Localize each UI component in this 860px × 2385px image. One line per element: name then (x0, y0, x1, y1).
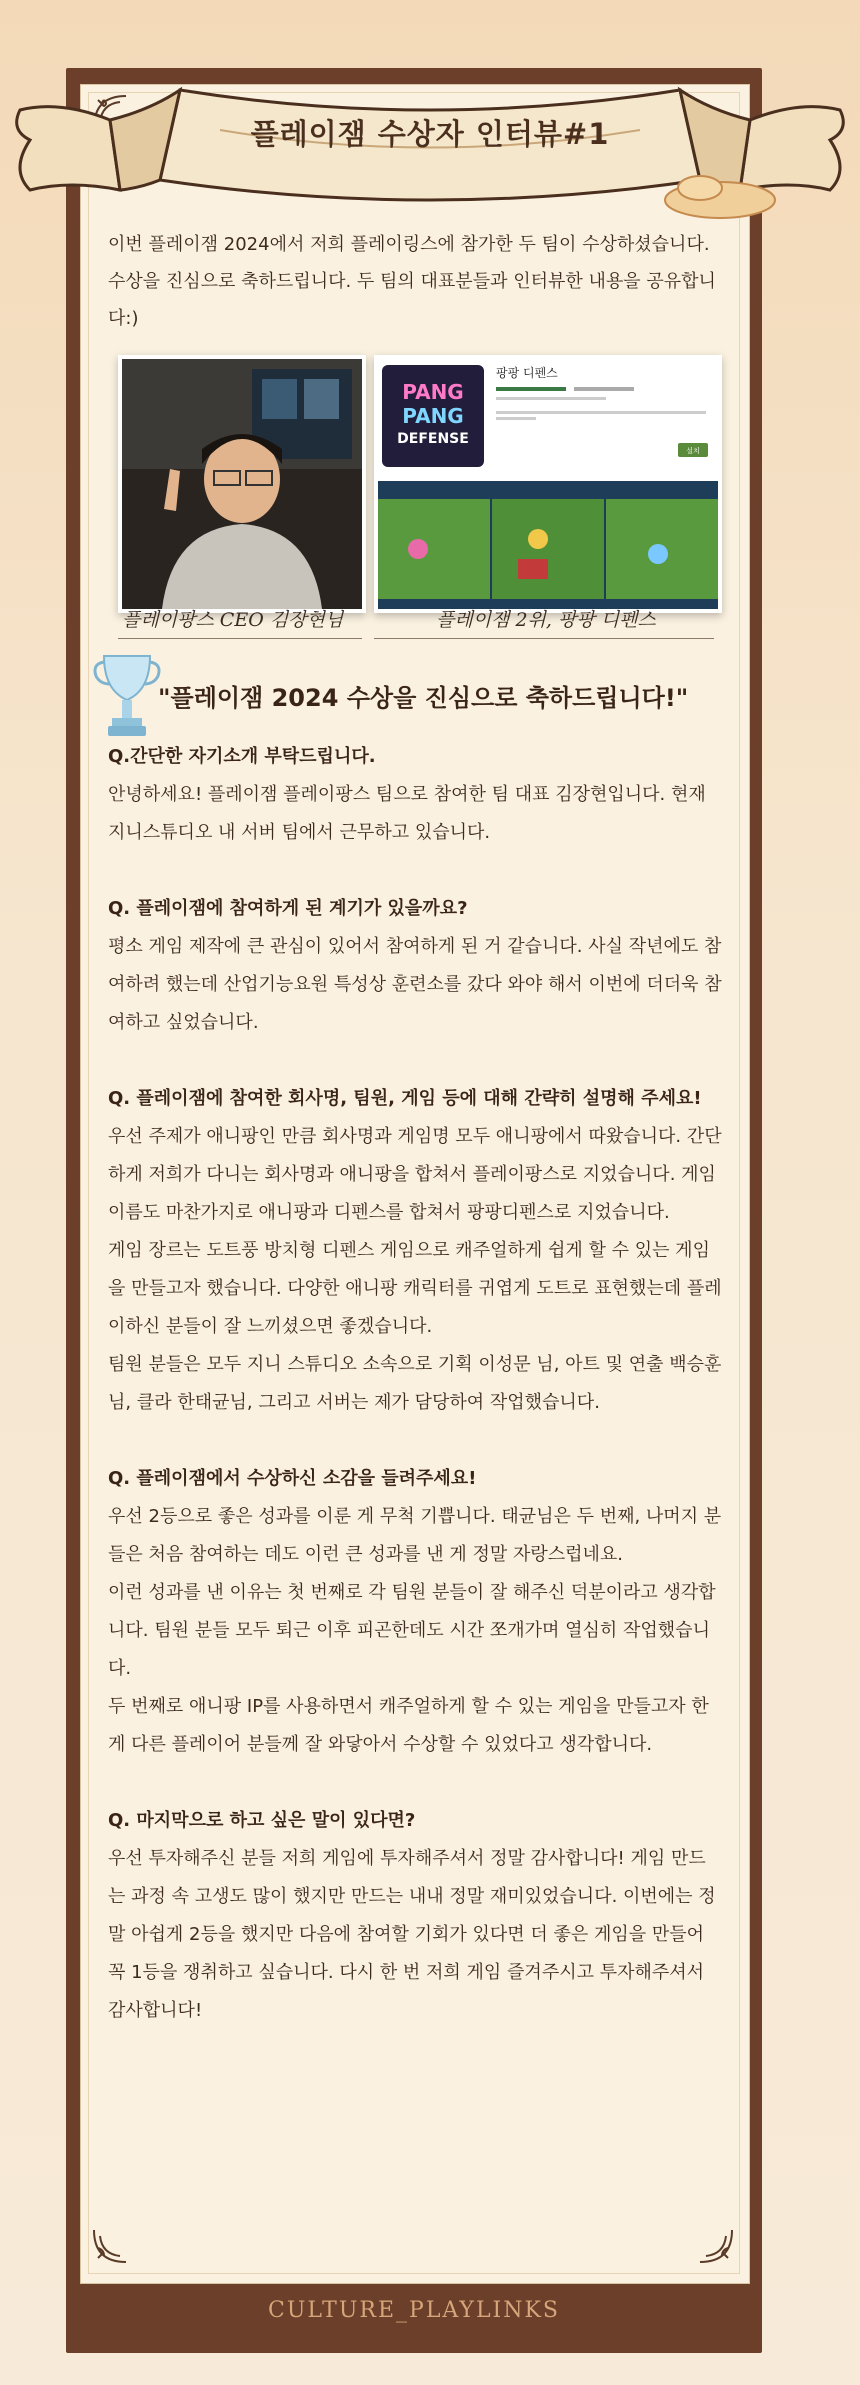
qa-block (108, 738, 722, 852)
logo-line-2: PANG (402, 404, 464, 428)
interview-body (108, 738, 722, 2030)
answer-paragraph: 안녕하세요! 플레이잼 플레이팡스 팀으로 참여한 팀 대표 김장현입니다. 현재 지니스튜디오 내 서버 팀에서 근무하고 있습니다. (108, 784, 706, 843)
question: Q. 플레이잼에 참여하게 된 계기가 있을까요? (108, 898, 468, 919)
install-button: 설치 (686, 447, 700, 455)
question: Q.간단한 자기소개 부탁드립니다. (108, 746, 376, 767)
answer-paragraph: 평소 게임 제작에 큰 관심이 있어서 참여하게 된 거 같습니다. 사실 작년에도 참여하려 했는데 산업기능요원 특성상 훈련소를 갔다 와야 해서 이번에 더더욱 참여하고 싶었습니다. (108, 936, 722, 1033)
question: Q. 플레이잼에서 수상하신 소감을 들려주세요! (108, 1468, 477, 1489)
answer-paragraph: 이런 성과를 낸 이유는 첫 번째로 각 팀원 분들이 잘 해주신 덕분이라고 생각합니다. 팀원 분들 모두 퇴근 이후 피곤한데도 시간 쪼개가며 열심히 작업했습니다. (108, 1582, 716, 1679)
answer-paragraph: 팀원 분들은 모두 지니 스튜디오 소속으로 기획 이성문 님, 아트 및 연출 백승훈님, 클라 한태균님, 그리고 서버는 제가 담당하여 작업했습니다. (108, 1354, 722, 1413)
qa-block (108, 1080, 722, 1422)
qa-block (108, 890, 722, 1042)
game-photo-caption: 플레이잼 2위, 팡팡 디펜스 (436, 609, 656, 631)
page-title: 플레이잼 수상자 인터뷰#1 (250, 117, 610, 151)
qa-block (108, 1460, 722, 1764)
photo-section (118, 355, 722, 655)
caption-divider (118, 638, 362, 639)
answer-paragraph: 우선 2등으로 좋은 성과를 이룬 게 무척 기쁩니다. 태균님은 두 번째, 나머지 분들은 처음 참여하는 데도 이런 큰 성과를 낸 게 정말 자랑스럽네요. (108, 1506, 722, 1565)
answer-paragraph: 우선 주제가 애니팡인 만큼 회사명과 게임명 모두 애니팡에서 따왔습니다. 간단하게 저희가 다니는 회사명과 애니팡을 합쳐서 플레이팡스로 지었습니다. 게임 이름도 마찬가지로 애니팡과 디펜스를 합쳐서 팡팡디펜스로 지었습니다. (108, 1126, 722, 1223)
question: Q. 플레이잼에 참여한 회사명, 팀원, 게임 등에 대해 간략히 설명해 주세요! (108, 1088, 702, 1109)
ceo-photo (118, 355, 366, 613)
intro-text: 이번 플레이잼 2024에서 저희 플레이링스에 참가한 두 팀이 수상하셨습니다. 수상을 진심으로 축하드립니다. 두 팀의 대표분들과 인터뷰한 내용을 공유합니다:) (108, 234, 716, 329)
title-banner (0, 70, 860, 240)
footer-brand: CULTURE_PLAYLINKS (267, 2298, 561, 2323)
trophy-icon (92, 650, 162, 742)
caption-divider (374, 638, 714, 639)
headline: "플레이잼 2024 수상을 진심으로 축하드립니다!" (158, 684, 689, 712)
corner-ornament-icon (90, 2226, 130, 2266)
qa-block (108, 1802, 722, 2030)
game-card-title: 팡팡 디펜스 (496, 366, 558, 380)
logo-line-1: PANG (402, 380, 464, 404)
logo-line-3: DEFENSE (397, 431, 469, 447)
corner-ornament-icon (696, 2226, 736, 2266)
answer-paragraph: 우선 투자해주신 분들 저희 게임에 투자해주셔서 정말 감사합니다! 게임 만드는 과정 속 고생도 많이 했지만 만드는 내내 정말 재미있었습니다. 이번에는 정말 아쉽게 2등을 했지만 다음에 참여할 기회가 있다면 더 좋은 게임을 만들어 꼭 1등을 쟁취하고 싶습니다. 다시 한 번 저희 게임 즐겨주시고 투자해주셔서 감사합니다! (108, 1848, 716, 2021)
answer-paragraph: 게임 장르는 도트풍 방치형 디펜스 게임으로 캐주얼하게 쉽게 할 수 있는 게임을 만들고자 했습니다. 다양한 애니팡 캐릭터를 귀엽게 도트로 표현했는데 플레이하신 분들이 잘 느끼셨으면 좋겠습니다. (108, 1240, 722, 1337)
ceo-photo-caption: 플레이팡스 CEO 김장현님 (122, 609, 344, 631)
question: Q. 마지막으로 하고 싶은 말이 있다면? (108, 1810, 416, 1831)
game-store-card (374, 355, 722, 613)
answer-paragraph: 두 번째로 애니팡 IP를 사용하면서 캐주얼하게 할 수 있는 게임을 만들고자 한 게 다른 플레이어 분들께 잘 와닿아서 수상할 수 있었다고 생각합니다. (108, 1696, 709, 1755)
